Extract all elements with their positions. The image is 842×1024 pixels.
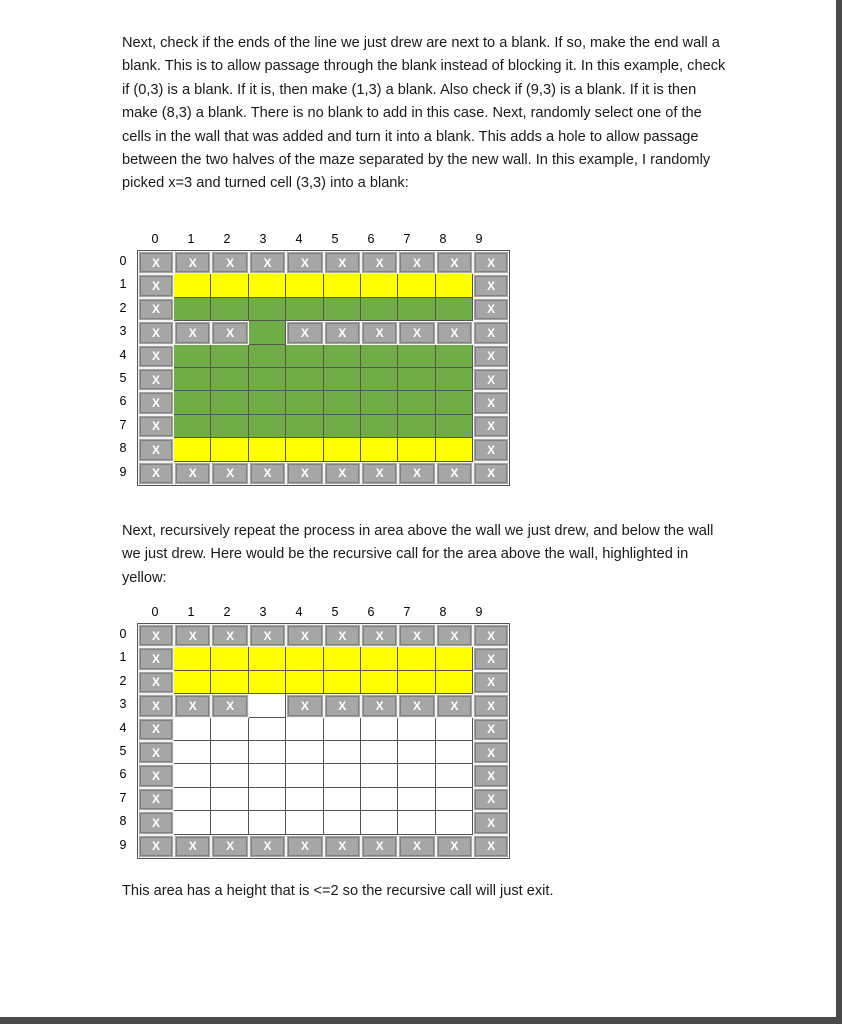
column-label: 7 (403, 232, 411, 246)
green-cell (174, 345, 211, 368)
highlighted-cell (436, 438, 473, 461)
wall-cell: X (138, 718, 174, 741)
wall-cell: X (473, 694, 509, 717)
wall-cell: X (211, 321, 248, 344)
blank-cell (211, 718, 248, 741)
green-cell (324, 415, 361, 438)
wall-cell: X (286, 321, 323, 344)
wall-cell: X (286, 624, 323, 647)
wall-cell: X (286, 694, 323, 717)
green-cell (286, 391, 323, 414)
wall-cell: X (138, 624, 174, 647)
wall-cell: X (174, 694, 211, 717)
wall-cell: X (473, 251, 509, 274)
highlighted-cell (361, 671, 398, 694)
column-label: 9 (475, 232, 483, 246)
blank-cell (174, 741, 211, 764)
wall-cell: X (398, 321, 435, 344)
wall-cell: X (473, 788, 509, 811)
wall-cell: X (473, 671, 509, 694)
blank-cell (211, 741, 248, 764)
wall-cell: X (436, 251, 473, 274)
wall-cell: X (211, 835, 248, 858)
wall-cell: X (138, 788, 174, 811)
highlighted-cell (436, 647, 473, 670)
wall-cell: X (138, 835, 174, 858)
wall-cell: X (138, 321, 174, 344)
highlighted-cell (286, 671, 323, 694)
highlighted-cell (286, 647, 323, 670)
highlighted-cell (398, 438, 435, 461)
row-labels (115, 250, 131, 484)
green-cell (174, 391, 211, 414)
blank-cell (174, 718, 211, 741)
highlighted-cell (361, 274, 398, 297)
row-label: 8 (119, 441, 127, 456)
blank-cell (211, 764, 248, 787)
grid-cells (137, 250, 510, 486)
row-label: 7 (119, 417, 127, 432)
row-label: 6 (119, 767, 127, 782)
green-cell (174, 298, 211, 321)
row-label: 9 (119, 464, 127, 479)
blank-cell (211, 811, 248, 834)
blank-cell (361, 788, 398, 811)
wall-cell: X (436, 835, 473, 858)
highlighted-cell (324, 671, 361, 694)
wall-cell: X (361, 835, 398, 858)
green-cell (211, 345, 248, 368)
highlighted-cell (324, 274, 361, 297)
highlighted-cell (324, 438, 361, 461)
row-label: 1 (119, 277, 127, 292)
blank-cell (398, 764, 435, 787)
wall-cell: X (473, 368, 509, 391)
wall-cell: X (324, 251, 361, 274)
row-label: 4 (119, 347, 127, 362)
blank-cell (436, 741, 473, 764)
column-label: 1 (187, 232, 195, 246)
green-cell (249, 298, 286, 321)
wall-cell: X (436, 624, 473, 647)
wall-cell: X (398, 835, 435, 858)
green-cell (398, 298, 435, 321)
green-cell (286, 415, 323, 438)
column-label: 3 (259, 232, 267, 246)
wall-cell: X (174, 251, 211, 274)
blank-cell (286, 741, 323, 764)
blank-cell (324, 741, 361, 764)
wall-cell: X (473, 624, 509, 647)
blank-cell (361, 718, 398, 741)
wall-cell: X (211, 251, 248, 274)
intro-paragraph: Next, check if the ends of the line we just drew are next to a blank. If so, make the end wall a blank. This is to allow passage through the blank instead of blocking it. In this example, check if (0,3) is a blank. If it is, then make (1,3) a blank. Also check if (9,3) is a blank. If it is then make (8,3) a blank. There is no blank to add in this case. Next, randomly select one of the cells in the wall that was added and turn it into a blank. This adds a hole to allow passage between the two halves of the maze separated by the new wall. In this example, I randomly picked x=3 and turned cell (3,3) into a blank: (122, 35, 726, 192)
grid-cells (137, 623, 510, 859)
blank-cell (286, 811, 323, 834)
blank-cell (249, 718, 286, 741)
highlighted-cell (174, 671, 211, 694)
wall-cell: X (398, 462, 435, 485)
column-label: 8 (439, 605, 447, 619)
green-cell (211, 415, 248, 438)
wall-cell: X (473, 298, 509, 321)
conclusion-paragraph: This area has a height that is <=2 so the recursive call will just exit. (122, 883, 554, 899)
green-cell (211, 391, 248, 414)
blank-cell (249, 694, 286, 717)
row-label: 9 (119, 837, 127, 852)
blank-cell (286, 788, 323, 811)
wall-cell: X (473, 345, 509, 368)
green-cell (398, 415, 435, 438)
highlighted-cell (286, 274, 323, 297)
row-label: 0 (119, 627, 127, 641)
highlighted-cell (211, 671, 248, 694)
green-cell (398, 345, 435, 368)
highlighted-cell (174, 647, 211, 670)
row-label: 3 (119, 697, 127, 712)
column-label: 5 (331, 232, 339, 246)
wall-cell: X (473, 647, 509, 670)
wall-cell: X (324, 624, 361, 647)
wall-cell: X (286, 462, 323, 485)
column-label: 0 (151, 605, 159, 619)
row-label: 3 (119, 324, 127, 339)
wall-cell: X (473, 415, 509, 438)
wall-cell: X (249, 835, 286, 858)
wall-cell: X (138, 462, 174, 485)
column-labels (137, 604, 497, 620)
wall-cell: X (286, 251, 323, 274)
wall-cell: X (138, 345, 174, 368)
green-cell (211, 368, 248, 391)
green-cell (436, 368, 473, 391)
green-cell (398, 391, 435, 414)
wall-cell: X (211, 462, 248, 485)
wall-cell: X (211, 624, 248, 647)
blank-cell (436, 811, 473, 834)
green-cell (286, 368, 323, 391)
highlighted-cell (436, 671, 473, 694)
highlighted-cell (398, 647, 435, 670)
highlighted-cell (174, 274, 211, 297)
column-label: 4 (295, 232, 303, 246)
column-label: 6 (367, 605, 375, 619)
green-cell (361, 298, 398, 321)
green-cell (361, 345, 398, 368)
wall-cell: X (174, 321, 211, 344)
green-cell (361, 415, 398, 438)
green-cell (324, 298, 361, 321)
green-cell (249, 391, 286, 414)
column-label: 1 (187, 605, 195, 619)
green-cell (324, 368, 361, 391)
wall-cell: X (138, 298, 174, 321)
green-cell (398, 368, 435, 391)
blank-cell (324, 718, 361, 741)
column-label: 4 (295, 605, 303, 619)
row-label: 7 (119, 790, 127, 805)
wall-cell: X (249, 624, 286, 647)
blank-cell (174, 788, 211, 811)
blank-cell (361, 764, 398, 787)
wall-cell: X (324, 321, 361, 344)
recursion-paragraph: Next, recursively repeat the process in area above the wall we just drew, and below the wall we just drew. Here would be the recursive call for the area above the wall, highlighted in yellow: (122, 523, 714, 586)
blank-cell (286, 764, 323, 787)
highlighted-cell (211, 438, 248, 461)
blank-cell (436, 788, 473, 811)
blank-cell (324, 764, 361, 787)
wall-cell: X (473, 718, 509, 741)
wall-cell: X (361, 321, 398, 344)
green-cell (286, 345, 323, 368)
row-label: 5 (119, 370, 127, 385)
wall-cell: X (473, 811, 509, 834)
wall-cell: X (324, 835, 361, 858)
green-cell (249, 368, 286, 391)
green-cell (174, 415, 211, 438)
wall-cell: X (174, 835, 211, 858)
highlighted-cell (211, 647, 248, 670)
blank-cell (398, 788, 435, 811)
blank-cell (398, 741, 435, 764)
blank-cell (324, 811, 361, 834)
green-cell (436, 415, 473, 438)
wall-cell: X (473, 438, 509, 461)
blank-cell (249, 764, 286, 787)
wall-cell: X (398, 694, 435, 717)
blank-cell (249, 741, 286, 764)
green-cell (324, 345, 361, 368)
green-cell (436, 298, 473, 321)
wall-cell: X (138, 671, 174, 694)
highlighted-cell (249, 671, 286, 694)
wall-cell: X (138, 811, 174, 834)
wall-cell: X (398, 251, 435, 274)
blank-cell (286, 718, 323, 741)
highlighted-cell (436, 274, 473, 297)
highlighted-cell (398, 274, 435, 297)
green-cell (211, 298, 248, 321)
green-cell (436, 345, 473, 368)
column-label: 0 (151, 232, 159, 246)
wall-cell: X (361, 624, 398, 647)
row-label: 0 (119, 254, 127, 268)
wall-cell: X (473, 391, 509, 414)
wall-cell: X (174, 462, 211, 485)
wall-cell: X (361, 462, 398, 485)
blank-cell (174, 764, 211, 787)
highlighted-cell (249, 647, 286, 670)
green-cell (361, 368, 398, 391)
wall-cell: X (138, 274, 174, 297)
wall-cell: X (361, 694, 398, 717)
wall-cell: X (138, 764, 174, 787)
wall-cell: X (138, 251, 174, 274)
wall-cell: X (398, 624, 435, 647)
row-label: 1 (119, 650, 127, 665)
column-label: 7 (403, 605, 411, 619)
green-cell (324, 391, 361, 414)
wall-cell: X (473, 835, 509, 858)
wall-cell: X (138, 368, 174, 391)
green-cell (286, 298, 323, 321)
highlighted-cell (249, 274, 286, 297)
blank-cell (211, 788, 248, 811)
row-label: 2 (119, 300, 127, 315)
wall-cell: X (473, 321, 509, 344)
wall-cell: X (174, 624, 211, 647)
highlighted-cell (249, 438, 286, 461)
wall-cell: X (138, 741, 174, 764)
wall-cell: X (436, 321, 473, 344)
blank-cell (361, 741, 398, 764)
wall-cell: X (473, 462, 509, 485)
row-labels (115, 623, 131, 857)
wall-cell: X (286, 835, 323, 858)
column-label: 9 (475, 605, 483, 619)
green-cell (249, 415, 286, 438)
blank-cell (436, 764, 473, 787)
row-label: 6 (119, 394, 127, 409)
highlighted-cell (174, 438, 211, 461)
wall-cell: X (138, 694, 174, 717)
highlighted-cell (324, 647, 361, 670)
row-label: 8 (119, 814, 127, 829)
highlighted-cell (286, 438, 323, 461)
highlighted-cell (361, 438, 398, 461)
row-label: 4 (119, 720, 127, 735)
wall-cell: X (249, 251, 286, 274)
wall-cell: X (361, 251, 398, 274)
wall-cell: X (473, 274, 509, 297)
blank-cell (436, 718, 473, 741)
wall-cell: X (436, 694, 473, 717)
row-label: 2 (119, 673, 127, 688)
row-label: 5 (119, 743, 127, 758)
blank-cell (174, 811, 211, 834)
green-cell (436, 391, 473, 414)
green-cell (174, 368, 211, 391)
wall-cell: X (211, 694, 248, 717)
blank-cell (324, 788, 361, 811)
blank-cell (361, 811, 398, 834)
blank-cell (249, 788, 286, 811)
green-cell (249, 345, 286, 368)
highlighted-cell (398, 671, 435, 694)
blank-cell (398, 811, 435, 834)
column-label: 2 (223, 232, 231, 246)
wall-cell: X (473, 741, 509, 764)
wall-cell: X (324, 462, 361, 485)
wall-cell: X (473, 764, 509, 787)
blank-cell (249, 811, 286, 834)
column-label: 8 (439, 232, 447, 246)
wall-cell: X (138, 647, 174, 670)
green-cell (361, 391, 398, 414)
column-label: 2 (223, 605, 231, 619)
highlighted-cell (211, 274, 248, 297)
wall-cell: X (138, 391, 174, 414)
column-labels (137, 231, 497, 247)
blank-cell (398, 718, 435, 741)
wall-cell: X (436, 462, 473, 485)
column-label: 3 (259, 605, 267, 619)
wall-cell: X (138, 438, 174, 461)
wall-cell: X (324, 694, 361, 717)
wall-cell: X (138, 415, 174, 438)
wall-cell: X (249, 462, 286, 485)
column-label: 6 (367, 232, 375, 246)
highlighted-cell (361, 647, 398, 670)
column-label: 5 (331, 605, 339, 619)
green-cell (249, 321, 286, 344)
